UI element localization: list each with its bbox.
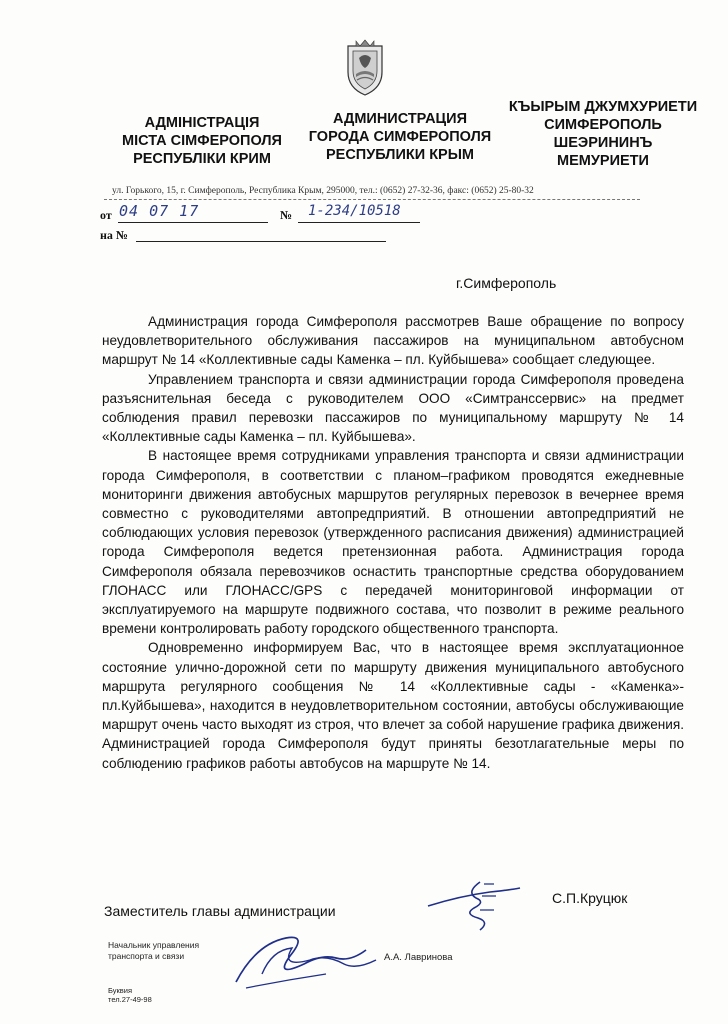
approval-position — [108, 940, 199, 962]
header-crimean-tatar — [508, 98, 698, 170]
city-name: г.Симферополь — [456, 275, 557, 291]
paragraph-3: В настоящее время сотрудниками управления транспорта и связи администрации города Симферополя, в соответствии с планом–графиком проводятся ежедневные мониторинги движения автобусных маршрутов регулярных перевозок в вечернее время совместно с руководителями автопредприятий. В отношении автопредприятий не соблюдающих условия перевозок (утвержденного расписания движения) администрацией города Симферополя ведется претензионная работа. Администрация города Симферополя обязала перевозчиков оснастить транспортные средства оборудованием ГЛОНАСС или ГЛОНАСС/GPS с передачей мониторинговой информации от эксплуатируемого на маршруте подвижного состава, что позволит в режиме реального времени контролировать работу городского общественного транспорта. — [102, 448, 684, 637]
header-uk-line-2: МІСТА СІМФЕРОПОЛЯ — [122, 133, 282, 149]
number-label: № — [280, 208, 293, 222]
letter-body — [102, 312, 684, 773]
number-handwritten: 1-234/10518 — [308, 203, 401, 219]
header-crh-line-4: МЕМУРИЕТИ — [557, 153, 649, 169]
header-crh-line-3: ШЕЭРИНИНЪ — [553, 135, 653, 151]
header-ru-line-1: АДМИНИСТРАЦИЯ — [332, 111, 467, 127]
number-field-line — [298, 222, 420, 223]
approval-signature — [226, 924, 386, 994]
signatory-title: Заместитель главы администрации — [104, 903, 336, 919]
reply-label: на № — [100, 228, 128, 242]
header-ru-line-2: ГОРОДА СИМФЕРОПОЛЯ — [308, 129, 492, 145]
header-uk-line-3: РЕСПУБЛІКИ КРИМ — [133, 151, 271, 167]
paragraph-4: Одновременно информируем Вас, что в настоящее время эксплуатационное состояние улично-дорожной сети по маршруту движения муниципального автобусного маршрута регулярного сообщения № 14 «Коллективные сады - «Каменка»-пл.Куйбышева», находится в неудовлетворительном состоянии, автобусы обслуживающие маршрут очень часто выходят из строя, что влечет за собой нарушение графика движения. Администрацией города Симферополя будут приняты безотлагательные меры по соблюдению графиков работы автобусов на маршруте № 14. — [102, 640, 684, 771]
date-handwritten: 04 07 17 — [119, 202, 200, 220]
approval-position-line-1: Начальник управления — [108, 940, 200, 950]
paragraph-2: Управлением транспорта и связи администрации города Симферополя проведена разъяснительная беседа с руководителем ООО «Симтранссервис» на предмет соблюдения правил перевозки пассажиров по муниципальному маршруту № 14 «Коллективные сады Каменка – пл. Куйбышева». — [102, 371, 684, 445]
date-field-line — [118, 222, 268, 223]
deputy-head-signature — [420, 878, 540, 938]
header-crh-line-1: КЪЫРЫМ ДЖУМХУРИЕТИ — [508, 99, 698, 115]
paragraph-1: Администрация города Симферополя рассмотрев Ваше обращение по вопросу неудовлетворительного обслуживания пассажиров на муниципальном автобусном маршрут № 14 «Коллективные сады Каменка – пл. Куйбышева» сообщает следующее. — [102, 314, 684, 368]
approval-name: А.А. Лавринова — [384, 952, 453, 963]
approval-position-line-2: транспорта и связи — [108, 951, 185, 961]
coat-of-arms-icon — [342, 38, 388, 98]
header-russian — [300, 110, 500, 164]
executor-name: Буквия — [108, 986, 133, 995]
header-uk-line-1: АДМІНІСТРАЦІЯ — [144, 115, 260, 131]
header-crh-line-2: СИМФЕРОПОЛЬ — [544, 117, 662, 133]
header-ukrainian — [102, 114, 302, 168]
signatory-name: С.П.Круцюк — [552, 890, 628, 906]
from-label: от — [100, 208, 112, 222]
executor-info — [108, 986, 152, 1004]
executor-phone: тел.27-49-98 — [108, 995, 152, 1004]
address-rule — [104, 199, 640, 200]
reply-field-line — [136, 241, 386, 242]
address-line: ул. Горького, 15, г. Симферополь, Республика Крым, 295000, тел.: (0652) 27-32-36, факс: (0652) 25-80-32 — [112, 186, 534, 196]
header-ru-line-3: РЕСПУБЛИКИ КРЫМ — [325, 147, 474, 163]
